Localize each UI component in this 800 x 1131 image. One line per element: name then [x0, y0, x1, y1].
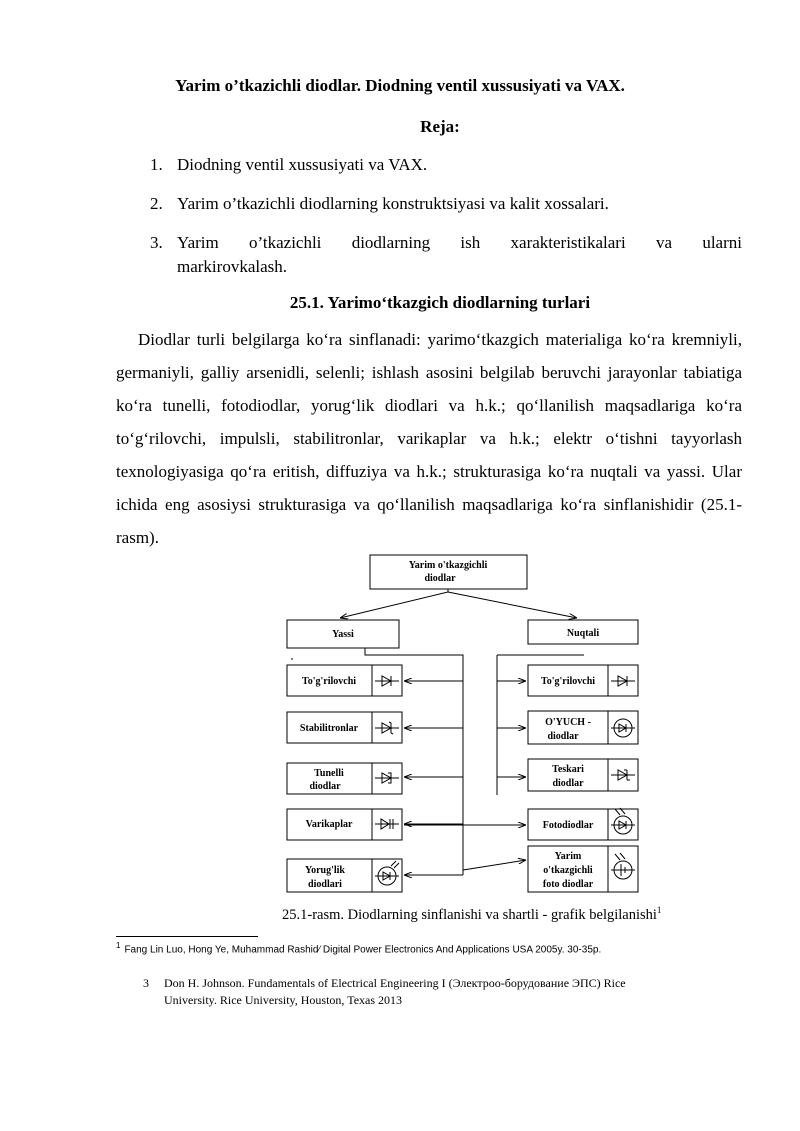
right-item-label: Teskari	[552, 764, 584, 775]
right-item-label-line2: o'tkazgichli	[543, 865, 593, 876]
section-heading: 25.1. Yarimo‘tkazgich diodlarning turlari	[289, 293, 591, 312]
figure-caption	[282, 905, 661, 924]
photocell-symbol	[611, 853, 635, 879]
document-title: Yarim o’tkazichli diodlar. Diodning ventil xussusiyati va VAX.	[175, 76, 625, 95]
left-item-label-line2: diodlar	[309, 781, 341, 792]
root-label-line2: diodlar	[424, 573, 456, 584]
plan-item-text-continued: markirovkalash.	[177, 257, 287, 276]
right-item-label: Fotodiodlar	[542, 820, 594, 831]
left-item-label: Stabilitronlar	[299, 723, 359, 734]
diode-classification-diagram	[280, 550, 650, 900]
plan-item-number: 2.	[150, 194, 163, 213]
right-item-label: Yarim	[554, 851, 582, 862]
rectifier-diode-symbol	[611, 676, 635, 686]
photodiode-symbol	[611, 808, 635, 834]
left-item-label-line2: diodlari	[308, 879, 342, 890]
plan-item-number: 3.	[150, 233, 163, 252]
right-item-label: O'YUCH -	[545, 717, 591, 728]
left-item-label: Varikaplar	[305, 819, 353, 830]
reference-text-line2: University. Rice University, Houston, Texas 2013	[164, 993, 403, 1007]
right-item-label-line2: diodlar	[547, 731, 579, 742]
led-symbol	[375, 861, 399, 885]
right-item-label: To'g'rilovchi	[540, 676, 596, 687]
right-item-label-line2: diodlar	[552, 778, 584, 789]
plan-item	[0, 192, 800, 216]
backward-diode-symbol	[611, 770, 635, 780]
plan-item-number: 1.	[150, 155, 163, 174]
plan-item-text: Diodning ventil xussusiyati va VAX.	[177, 155, 428, 174]
left-item-label: Yorug'lik	[304, 865, 346, 876]
left-item-label: Tunelli	[314, 768, 344, 779]
right-head-label: Nuqtali	[566, 628, 600, 639]
footnote-number: 1	[116, 941, 121, 950]
zener-diode-symbol	[375, 722, 399, 734]
right-item-label-line3: foto diodlar	[542, 879, 594, 890]
plan-item	[0, 231, 800, 279]
plan-heading: Reja:	[420, 117, 460, 136]
root-label-line1: Yarim o'tkazgichli	[408, 560, 488, 571]
footnote-text: Fang Lin Luo, Hong Ye, Muhammad Rashid⁄ Digital Power Electronics And Applications USA 2005y. 30-35p.	[124, 944, 602, 956]
plan-item	[0, 153, 800, 177]
rectifier-diode-symbol	[375, 676, 399, 686]
reference-number: 3	[143, 976, 149, 990]
tunnel-diode-symbol	[375, 773, 399, 783]
reference-text-line1: Don H. Johnson. Fundamentals of Electrical Engineering I (Электроо-борудование ЭПС) Rice	[164, 976, 626, 990]
footnote-marker: 1	[656, 905, 662, 915]
plan-item-text: Yarim o’tkazichli diodlarning konstruktsiyasi va kalit xossalari.	[177, 194, 609, 213]
footnote	[116, 941, 601, 955]
left-head-label: Yassi	[332, 629, 354, 640]
left-item-label: To'g'rilovchi	[301, 676, 357, 687]
plan-item-text: Yarim o’tkazichli diodlarning ish xarakteristikalari va ularni	[177, 233, 742, 252]
varicap-symbol	[375, 819, 399, 829]
figure-caption-text: 25.1-rasm. Diodlarning sinflanishi va shartli - grafik belgilanishi	[282, 906, 657, 923]
uhf-diode-symbol	[611, 719, 635, 737]
footnote-separator	[116, 936, 258, 937]
body-paragraph: Diodlar turli belgilarga ko‘ra sinflanadi: yarimo‘tkazgich materialiga ko‘ra kremniyli, germaniyli, galliy arsenidli, selenli; ishlash asosini belgilab beruvchi jarayonlar tabiatiga ko‘ra tunelli, fotodiodlar, yorug‘lik diodlari va h.k.; qo‘llanilish maqsadlariga ko‘ra to‘g‘rilovchi, impulsli, stabilitronlar, varikaplar va h.k.; elektr o‘tishni tayyorlash texnologiyasiga qo‘ra eritish, diffuziya va h.k.; strukturasiga ko‘ra nuqtali va yassi. Ular ichida eng asosiysi strukturasiga va qo‘llanilish maqsadlariga ko‘ra sinflanishidir (25.1-rasm).	[116, 330, 742, 547]
